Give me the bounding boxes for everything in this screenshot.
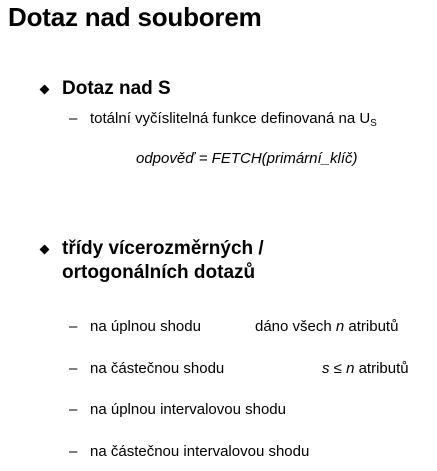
condition-suffix: atributů <box>344 318 399 335</box>
slide-title: Dotaz nad souborem <box>8 2 262 32</box>
universe-subscript: S <box>370 118 377 129</box>
query-classes-heading-line1: třídy vícerozměrných / <box>62 238 264 259</box>
dash-marker: – <box>69 443 78 460</box>
exact-match-condition <box>255 318 398 335</box>
dash-marker: – <box>69 318 78 335</box>
condition-prefix: dáno všech <box>255 318 336 335</box>
query-classes-heading-line2: ortogonálních dotazů <box>62 262 256 283</box>
dash-marker: – <box>69 401 78 418</box>
exact-match-item: na úplnou shodu <box>90 318 201 335</box>
bullet-diamond-icon <box>40 85 50 95</box>
bullet-query-heading: Dotaz nad S <box>62 78 171 99</box>
condition-suffix: atributů <box>354 360 409 377</box>
exact-range-match-item: na úplnou intervalovou shodu <box>90 401 286 418</box>
function-definition-text <box>90 110 377 129</box>
function-definition-label: totální vyčíslitelná funkce definovaná na U <box>90 110 371 127</box>
partial-match-item: na částečnou shodu <box>90 360 225 377</box>
condition-variable: n <box>335 318 345 335</box>
partial-match-condition <box>322 360 409 377</box>
bullet-diamond-icon <box>40 245 50 255</box>
dash-marker: – <box>69 110 78 127</box>
fetch-formula: odpověď = FETCH(primární_klíč) <box>136 150 358 167</box>
partial-range-match-item: na částečnou intervalovou shodu <box>90 443 310 460</box>
condition-variable: s ≤ n <box>322 360 355 377</box>
dash-marker: – <box>69 360 78 377</box>
